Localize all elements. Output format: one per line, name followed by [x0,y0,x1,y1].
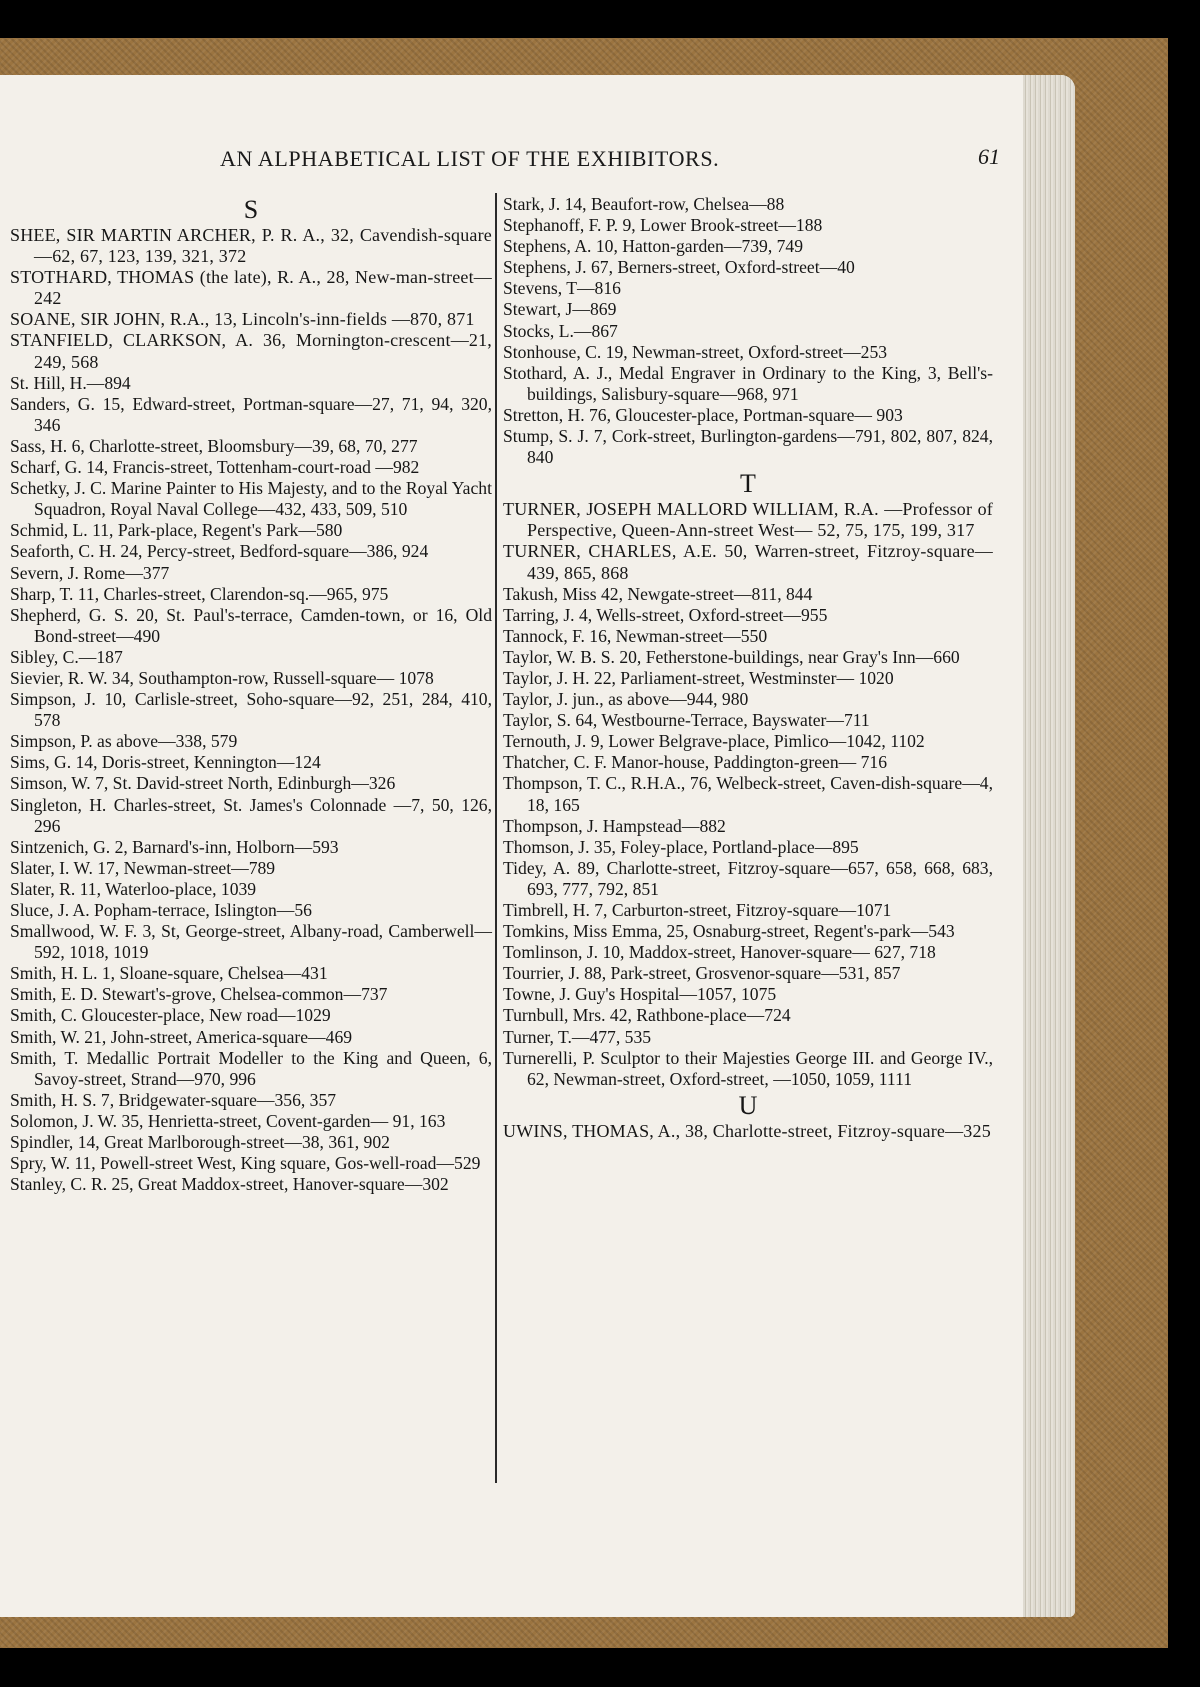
exhibitor-entry: Sims, G. 14, Doris-street, Kennington—124 [10,752,321,773]
exhibitor-entry: Stevens, T—816 [503,278,621,299]
exhibitor-entry: Taylor, J. H. 22, Parliament-street, Westminster— 1020 [503,667,894,688]
exhibitor-entry: Sass, H. 6, Charlotte-street, Bloomsbury—39, 68, 70, 277 [10,435,418,456]
exhibitor-entry: Sievier, R. W. 34, Southampton-row, Russell-square— 1078 [10,667,434,688]
exhibitor-entry: St. Hill, H.—894 [10,372,131,393]
exhibitor-entry: Tourrier, J. 88, Park-street, Grosvenor-square—531, 857 [503,963,901,984]
right-entry-list-s [503,194,993,468]
exhibitor-entry: SOANE, SIR JOHN, R.A., 13, Lincoln's-inn-fields —870, 871 [10,309,475,330]
left-entry-list [10,225,492,1195]
exhibitor-entry: Smith, C. Gloucester-place, New road—1029 [10,1005,331,1026]
exhibitor-entry: Seaforth, C. H. 24, Percy-street, Bedford-square—386, 924 [10,541,429,562]
exhibitor-entry: Singleton, H. Charles-street, St. James's Colonnade —7, 50, 126, 296 [10,794,492,836]
exhibitor-entry: Turnbull, Mrs. 42, Rathbone-place—724 [503,1005,791,1026]
exhibitor-entry: Taylor, W. B. S. 20, Fetherstone-buildings, near Gray's Inn—660 [503,646,960,667]
exhibitor-entry: Thatcher, C. F. Manor-house, Paddington-green— 716 [503,752,888,773]
exhibitor-entry: SHEE, SIR MARTIN ARCHER, P. R. A., 32, Cavendish-square—62, 67, 123, 139, 321, 372 [10,225,492,267]
exhibitor-entry: Takush, Miss 42, Newgate-street—811, 844 [503,583,813,604]
exhibitor-entry: TURNER, JOSEPH MALLORD WILLIAM, R.A. —Professor of Perspective, Queen-Ann-street West— 52, 75, 175, 199, 317 [503,499,993,541]
exhibitor-entry: Stump, S. J. 7, Cork-street, Burlington-gardens—791, 802, 807, 824, 840 [503,426,993,468]
exhibitor-entry: Ternouth, J. 9, Lower Belgrave-place, Pimlico—1042, 1102 [503,731,925,752]
exhibitor-entry: Taylor, S. 64, Westbourne-Terrace, Bayswater—711 [503,710,870,731]
exhibitor-entry: Thompson, J. Hampstead—882 [503,815,726,836]
exhibitor-entry: Scharf, G. 14, Francis-street, Tottenham-court-road —982 [10,457,420,478]
exhibitor-entry: Tomlinson, J. 10, Maddox-street, Hanover-square— 627, 718 [503,942,936,963]
exhibitor-entry: Stonhouse, C. 19, Newman-street, Oxford-street—253 [503,341,888,362]
exhibitor-entry: Thomson, J. 35, Foley-place, Portland-place—895 [503,836,859,857]
exhibitor-entry: Spry, W. 11, Powell-street West, King square, Gos-well-road—529 [10,1153,481,1174]
exhibitor-entry: Stocks, L.—867 [503,320,618,341]
right-entry-list-u [503,1121,993,1142]
exhibitor-entry: Slater, R. 11, Waterloo-place, 1039 [10,878,257,899]
exhibitor-entry: Smith, E. D. Stewart's-grove, Chelsea-common—737 [10,984,388,1005]
left-column [10,194,492,1195]
exhibitor-entry: Thompson, T. C., R.H.A., 76, Welbeck-street, Caven-dish-square—4, 18, 165 [503,773,993,815]
exhibitor-entry: Stephanoff, F. P. 9, Lower Brook-street—188 [503,215,823,236]
exhibitor-entry: Simpson, P. as above—338, 579 [10,731,238,752]
page-number: 61 [978,144,1000,169]
exhibitor-entry: Smith, H. L. 1, Sloane-square, Chelsea—431 [10,963,328,984]
page-edges [1023,75,1075,1617]
exhibitor-entry: Stephens, J. 67, Berners-street, Oxford-street—40 [503,257,855,278]
section-letter-t: T [740,469,756,499]
exhibitor-entry: STOTHARD, THOMAS (the late), R. A., 28, New-man-street—242 [10,267,492,309]
right-column [503,194,993,1142]
exhibitor-entry: Tarring, J. 4, Wells-street, Oxford-street—955 [503,604,828,625]
exhibitor-entry: Tannock, F. 16, Newman-street—550 [503,625,768,646]
exhibitor-entry: Tomkins, Miss Emma, 25, Osnaburg-street, Regent's-park—543 [503,921,955,942]
exhibitor-entry: Spindler, 14, Great Marlborough-street—38, 361, 902 [10,1132,390,1153]
exhibitor-entry: Stephens, A. 10, Hatton-garden—739, 749 [503,236,804,257]
exhibitor-entry: Towne, J. Guy's Hospital—1057, 1075 [503,984,777,1005]
exhibitor-entry: Sibley, C.—187 [10,646,123,667]
exhibitor-entry: Stretton, H. 76, Gloucester-place, Portman-square— 903 [503,404,903,425]
exhibitor-entry: Stark, J. 14, Beaufort-row, Chelsea—88 [503,194,785,214]
exhibitor-entry: Smith, W. 21, John-street, America-square—469 [10,1026,353,1047]
section-letter-u: U [738,1090,758,1120]
exhibitor-entry: Stothard, A. J., Medal Engraver in Ordinary to the King, 3, Bell's-buildings, Salisbury-square—968, 971 [503,362,993,404]
exhibitor-entry: Turner, T.—477, 535 [503,1026,652,1047]
exhibitor-entry: Tidey, A. 89, Charlotte-street, Fitzroy-square—657, 658, 668, 683, 693, 777, 792, 851 [503,857,993,899]
section-letter-s: S [243,195,259,224]
exhibitor-entry: Turnerelli, P. Sculptor to their Majesties George III. and George IV., 62, Newman-street, Oxford-street, —1050, 1059, 1111 [503,1047,993,1089]
column-divider [495,193,497,1483]
exhibitor-entry: Timbrell, H. 7, Carburton-street, Fitzroy-square—1071 [503,900,892,920]
exhibitor-entry: Smallwood, W. F. 3, St, George-street, Albany-road, Camberwell—592, 1018, 1019 [10,921,492,963]
exhibitor-entry: Sharp, T. 11, Charles-street, Clarendon-sq.—965, 975 [10,583,389,604]
page-title: AN ALPHABETICAL LIST OF THE EXHIBITORS. [220,146,720,171]
exhibitor-entry: Severn, J. Rome—377 [10,562,170,583]
exhibitor-entry: Smith, T. Medallic Portrait Modeller to the King and Queen, 6, Savoy-street, Strand—970, 996 [10,1047,492,1089]
exhibitor-entry: Solomon, J. W. 35, Henrietta-street, Covent-garden— 91, 163 [10,1110,446,1131]
exhibitor-entry: Stewart, J—869 [503,299,617,320]
exhibitor-entry: Sanders, G. 15, Edward-street, Portman-square—27, 71, 94, 320, 346 [10,393,492,435]
exhibitor-entry: Simpson, J. 10, Carlisle-street, Soho-square—92, 251, 284, 410, 578 [10,689,492,731]
exhibitor-entry: Stanley, C. R. 25, Great Maddox-street, Hanover-square—302 [10,1174,449,1195]
exhibitor-entry: Schetky, J. C. Marine Painter to His Majesty, and to the Royal Yacht Squadron, Royal Naval College—432, 433, 509, 510 [10,478,492,520]
right-entry-list-t [503,499,993,1090]
page-header [220,146,1000,186]
exhibitor-entry: Smith, H. S. 7, Bridgewater-square—356, 357 [10,1089,337,1110]
exhibitor-entry: UWINS, THOMAS, A., 38, Charlotte-street, Fitzroy-square—325 [503,1120,991,1141]
exhibitor-entry: Simson, W. 7, St. David-street North, Edinburgh—326 [10,773,396,794]
exhibitor-entry: Sintzenich, G. 2, Barnard's-inn, Holborn—593 [10,836,339,857]
exhibitor-entry: Slater, I. W. 17, Newman-street—789 [10,857,276,878]
exhibitor-entry: Sluce, J. A. Popham-terrace, Islington—56 [10,900,312,920]
exhibitor-entry: Schmid, L. 11, Park-place, Regent's Park—580 [10,520,343,541]
exhibitor-entry: STANFIELD, CLARKSON, A. 36, Mornington-crescent—21, 249, 568 [10,330,492,372]
exhibitor-entry: Taylor, J. jun., as above—944, 980 [503,689,749,710]
exhibitor-entry: TURNER, CHARLES, A.E. 50, Warren-street, Fitzroy-square—439, 865, 868 [503,541,993,583]
exhibitor-entry: Shepherd, G. S. 20, St. Paul's-terrace, Camden-town, or 16, Old Bond-street—490 [10,604,492,646]
